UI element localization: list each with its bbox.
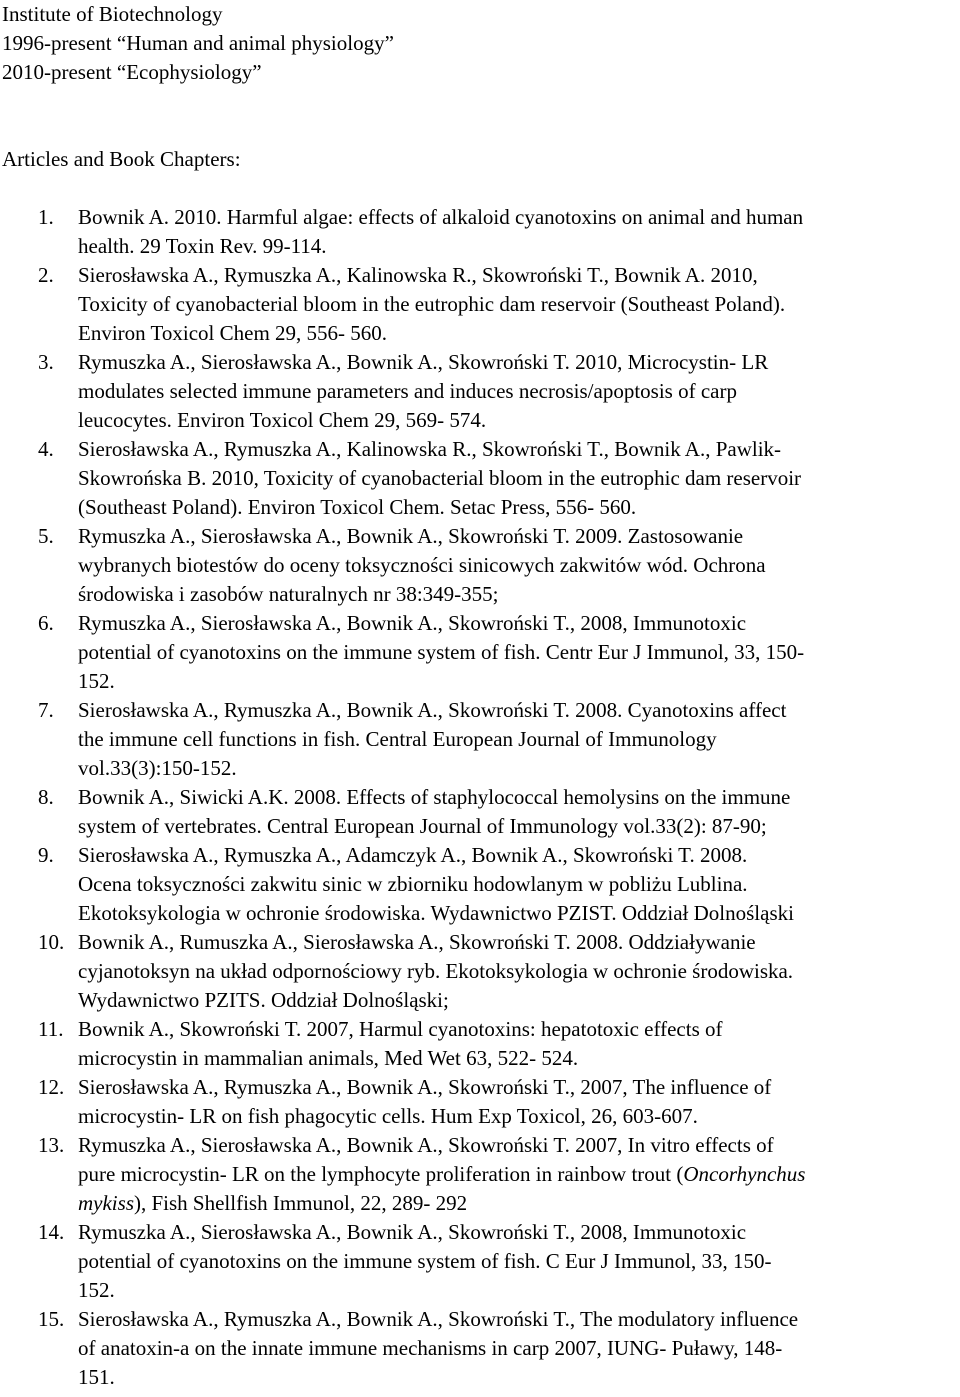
section-heading: Articles and Book Chapters: <box>2 147 241 171</box>
list-item <box>0 609 960 696</box>
citation-line: Environ Toxicol Chem 29, 556- 560. <box>78 321 388 345</box>
citation-line: of anatoxin-a on the innate immune mechanisms in carp 2007, IUNG- Puławy, 148- <box>78 1336 783 1360</box>
list-item <box>0 696 960 783</box>
citation-line: Rymuszka A., Sierosławska A., Bownik A., Skowroński T., 2008, Immunotoxic <box>78 611 747 635</box>
list-item <box>0 841 960 928</box>
list-item-number: 11. <box>38 1017 64 1041</box>
citation-text <box>78 522 960 609</box>
citation-line: the immune cell functions in fish. Central European Journal of Immunology <box>78 727 717 751</box>
citation-line <box>78 1189 960 1218</box>
citation-text <box>78 1015 960 1073</box>
list-item-number: 13. <box>38 1133 65 1157</box>
citation-text <box>78 928 960 1015</box>
citation-line: health. 29 Toxin Rev. 99-114. <box>78 234 327 258</box>
citation-text <box>78 203 960 261</box>
list-item-number: 10. <box>38 930 65 954</box>
list-item-number: 6. <box>38 611 54 635</box>
citation-line: Sierosławska A., Rymuszka A., Bownik A., Skowroński T., The modulatory influence <box>78 1307 799 1331</box>
list-item-number: 8. <box>38 785 54 809</box>
citation-line: modulates selected immune parameters and induces necrosis/apoptosis of carp <box>78 379 737 403</box>
citation-text <box>78 1131 960 1218</box>
citation-line: cyjanotoksyn na układ odpornościowy ryb. Ekotoksykologia w ochronie środowiska. <box>78 959 794 983</box>
list-item-number: 7. <box>38 698 54 722</box>
citation-line: vol.33(3):150-152. <box>78 756 237 780</box>
citation-line: Rymuszka A., Sierosławska A., Bownik A., Skowroński T., 2008, Immunotoxic <box>78 1220 747 1244</box>
citation-line: Bownik A., Skowroński T. 2007, Harmul cyanotoxins: hepatotoxic effects of <box>78 1017 723 1041</box>
list-item <box>0 1305 960 1392</box>
list-item-number: 15. <box>38 1307 65 1331</box>
citation-line: microcystin- LR on fish phagocytic cells. Hum Exp Toxicol, 26, 603-607. <box>78 1104 698 1128</box>
citation-line: wybranych biotestów do oceny toksyczności sinicowych zakwitów wód. Ochrona <box>78 553 766 577</box>
citation-line: Bownik A., Rumuszka A., Sierosławska A., Skowroński T. 2008. Oddziaływanie <box>78 930 756 954</box>
citation-line: Ocena toksyczności zakwitu sinic w zbiorniku hodowlanym w pobliżu Lublina. <box>78 872 748 896</box>
citation-fragment: pure microcystin- LR on the lymphocyte proliferation in rainbow trout ( <box>78 1162 684 1186</box>
position-line-1: 1996-present “Human and animal physiology” <box>2 31 394 55</box>
citation-line: Sierosławska A., Rymuszka A., Adamczyk A., Bownik A., Skowroński T. 2008. <box>78 843 748 867</box>
citation-line: Skowrońska B. 2010, Toxicity of cyanobacterial bloom in the eutrophic dam reservoir <box>78 466 802 490</box>
citation-line: Rymuszka A., Sierosławska A., Bownik A., Skowroński T. 2010, Microcystin- LR <box>78 350 769 374</box>
list-item-number: 1. <box>38 205 54 229</box>
citation-line: Sierosławska A., Rymuszka A., Kalinowska R., Skowroński T., Bownik A., Pawlik- <box>78 437 782 461</box>
list-item <box>0 348 960 435</box>
citation-line: środowiska i zasobów naturalnych nr 38:349-355; <box>78 582 499 606</box>
citation-line: 151. <box>78 1365 115 1389</box>
list-item-number: 5. <box>38 524 54 548</box>
citation-fragment: ), Fish Shellfish Immunol, 22, 289- 292 <box>134 1191 468 1215</box>
citation-text <box>78 261 960 348</box>
citation-line: Sierosławska A., Rymuszka A., Bownik A., Skowroński T., 2007, The influence of <box>78 1075 772 1099</box>
citation-text <box>78 609 960 696</box>
list-item-number: 12. <box>38 1075 65 1099</box>
citation-line: Toxicity of cyanobacterial bloom in the eutrophic dam reservoir (Southeast Poland). <box>78 292 786 316</box>
citation-text <box>78 696 960 783</box>
list-item-number: 3. <box>38 350 54 374</box>
list-item <box>0 261 960 348</box>
citation-line: potential of cyanotoxins on the immune system of fish. Centr Eur J Immunol, 33, 150- <box>78 640 805 664</box>
citation-line: potential of cyanotoxins on the immune system of fish. C Eur J Immunol, 33, 150- <box>78 1249 772 1273</box>
articles-list <box>0 203 960 1392</box>
species-name: Oncorhynchus <box>683 1162 806 1186</box>
list-item <box>0 1073 960 1131</box>
list-item-number: 9. <box>38 843 54 867</box>
citation-line: leucocytes. Environ Toxicol Chem 29, 569- 574. <box>78 408 487 432</box>
citation-text <box>78 1073 960 1131</box>
list-item <box>0 1131 960 1218</box>
list-item <box>0 1015 960 1073</box>
citation-text <box>78 1218 960 1305</box>
citation-line <box>78 1160 960 1189</box>
affiliation-header <box>2 0 942 87</box>
list-item <box>0 1218 960 1305</box>
citation-line: 152. <box>78 669 115 693</box>
list-item <box>0 783 960 841</box>
citation-line: (Southeast Poland). Environ Toxicol Chem. Setac Press, 556- 560. <box>78 495 637 519</box>
list-item-number: 14. <box>38 1220 65 1244</box>
citation-line: Ekotoksykologia w ochronie środowiska. Wydawnictwo PZIST. Oddział Dolnośląski <box>78 901 794 925</box>
citation-line: Wydawnictwo PZITS. Oddział Dolnośląski; <box>78 988 449 1012</box>
list-item-number: 4. <box>38 437 54 461</box>
list-item <box>0 522 960 609</box>
list-item <box>0 928 960 1015</box>
citation-line: Sierosławska A., Rymuszka A., Kalinowska R., Skowroński T., Bownik A. 2010, <box>78 263 758 287</box>
institute-name: Institute of Biotechnology <box>2 2 223 26</box>
citation-line: Bownik A. 2010. Harmful algae: effects of alkaloid cyanotoxins on animal and human <box>78 205 804 229</box>
citation-text <box>78 1305 960 1392</box>
list-item <box>0 435 960 522</box>
citation-line: system of vertebrates. Central European Journal of Immunology vol.33(2): 87-90; <box>78 814 767 838</box>
list-item <box>0 203 960 261</box>
citation-line: Bownik A., Siwicki A.K. 2008. Effects of staphylococcal hemolysins on the immune <box>78 785 791 809</box>
citation-text <box>78 783 960 841</box>
position-line-2: 2010-present “Ecophysiology” <box>2 60 262 84</box>
citation-line: microcystin in mammalian animals, Med Wet 63, 522- 524. <box>78 1046 579 1070</box>
citation-line: 152. <box>78 1278 115 1302</box>
citation-fragment: Rymuszka A., Sierosławska A., Bownik A., Skowroński T. 2007, In vitro effects of <box>78 1133 774 1157</box>
citation-text <box>78 841 960 928</box>
citation-line: Sierosławska A., Rymuszka A., Bownik A., Skowroński T. 2008. Cyanotoxins affect <box>78 698 787 722</box>
citation-line <box>78 1131 960 1160</box>
species-name: mykiss <box>78 1191 134 1215</box>
citation-text <box>78 348 960 435</box>
citation-text <box>78 435 960 522</box>
citation-line: Rymuszka A., Sierosławska A., Bownik A., Skowroński T. 2009. Zastosowanie <box>78 524 744 548</box>
list-item-number: 2. <box>38 263 54 287</box>
